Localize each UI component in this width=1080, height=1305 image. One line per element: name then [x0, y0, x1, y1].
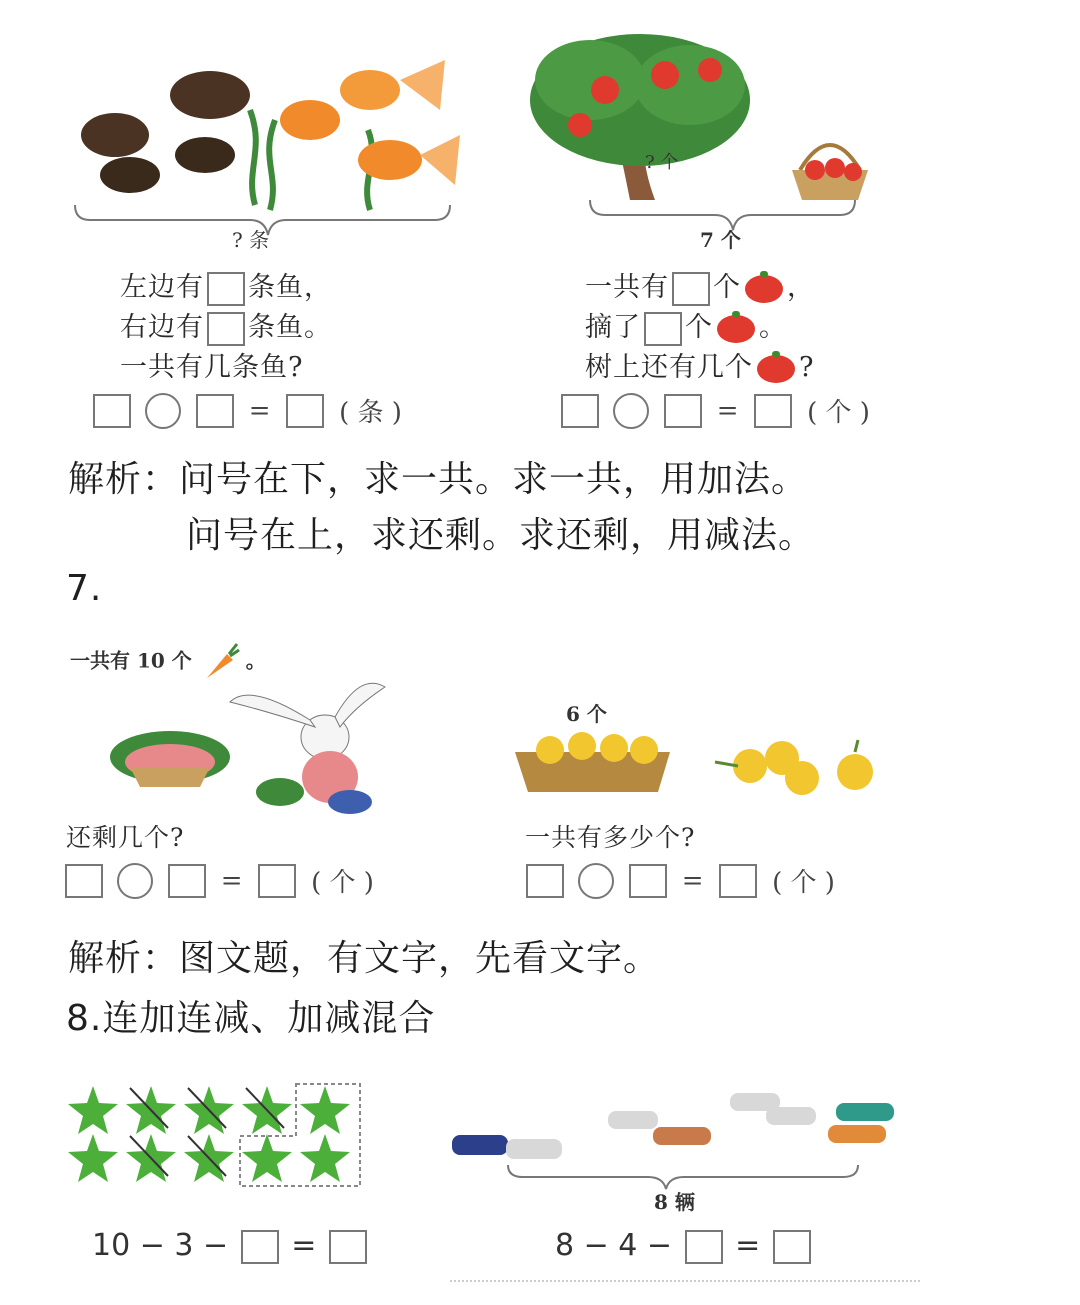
unit-label: ( 个 ): [311, 868, 374, 898]
unit-label: ( 个 ): [807, 398, 870, 428]
fish-right-unit: 条鱼。: [248, 312, 332, 343]
answer-box[interactable]: [196, 394, 234, 428]
apple-equation: [558, 392, 874, 429]
unit-ge: 个: [713, 272, 741, 303]
fish-equation: [90, 392, 406, 429]
fish-caption: ? 条: [232, 228, 270, 252]
answer-box[interactable]: [664, 394, 702, 428]
analysis-6: [68, 452, 815, 564]
answer-box[interactable]: [207, 272, 245, 306]
question-mark: ?: [799, 352, 815, 383]
pear-equation: [523, 862, 839, 899]
equals-sign: =: [291, 1228, 317, 1263]
answer-box[interactable]: [286, 394, 324, 428]
pear-question: 一共有多少个?: [525, 823, 696, 852]
analysis-7: 解析：图文题，有文字，先看文字。: [68, 938, 661, 979]
cars-formula: [555, 1228, 814, 1264]
comma: ，: [787, 272, 815, 303]
analysis-line-1: 问号在下，求一共。求一共，用加法。: [179, 459, 809, 500]
answer-box[interactable]: [685, 1230, 723, 1264]
tomato-icon: [757, 355, 795, 383]
period: 。: [759, 312, 787, 343]
unit-ge: 个: [685, 312, 713, 343]
answer-box[interactable]: [93, 394, 131, 428]
answer-box[interactable]: [65, 864, 103, 898]
fish-left-unit: 条鱼，: [248, 272, 332, 303]
apple-total-caption: 7 个: [700, 228, 741, 252]
apple-tree-illustration: [520, 30, 880, 240]
equals-sign: =: [735, 1228, 761, 1263]
operator-circle[interactable]: [145, 393, 181, 429]
operator-circle[interactable]: [613, 393, 649, 429]
operator-circle[interactable]: [117, 863, 153, 899]
fish-illustration: [70, 40, 470, 240]
carrot-equation: [62, 862, 378, 899]
operator-circle[interactable]: [578, 863, 614, 899]
remaining-question: 树上还有几个: [585, 352, 753, 383]
answer-box[interactable]: [258, 864, 296, 898]
total-label: 一共有: [585, 272, 669, 303]
pear-caption: 6 个: [566, 702, 607, 726]
equals-sign: =: [220, 865, 243, 896]
answer-box[interactable]: [629, 864, 667, 898]
stars-formula: [92, 1228, 370, 1264]
answer-box[interactable]: [672, 272, 710, 306]
carrot-caption-text: 一共有 10 个: [70, 648, 192, 673]
unit-label: ( 个 ): [772, 868, 835, 898]
fish-right-label: 右边有: [120, 312, 204, 343]
carrot-period: 。: [245, 648, 266, 673]
answer-box[interactable]: [561, 394, 599, 428]
analysis-line-2: 问号在上，求还剩。求还剩，用减法。: [186, 515, 816, 556]
answer-box[interactable]: [207, 312, 245, 346]
answer-box[interactable]: [644, 312, 682, 346]
answer-box[interactable]: [719, 864, 757, 898]
apple-problem: [585, 268, 815, 388]
stars-illustration: [68, 1080, 368, 1190]
answer-box[interactable]: [773, 1230, 811, 1264]
equals-sign: =: [681, 865, 704, 896]
formula-text: 8 − 4 −: [555, 1228, 673, 1263]
picked-label: 摘了: [585, 312, 641, 343]
equals-sign: =: [716, 395, 739, 426]
equals-sign: =: [248, 395, 271, 426]
fish-question: 一共有几条鱼?: [120, 352, 304, 383]
apple-tree-caption: ? 个: [645, 152, 679, 173]
answer-box[interactable]: [754, 394, 792, 428]
answer-box[interactable]: [168, 864, 206, 898]
section-8-title: 8.连加连减、加减混合: [66, 998, 436, 1039]
tomato-icon: [745, 275, 783, 303]
analysis-label: 解析：: [68, 459, 180, 500]
fish-left-label: 左边有: [120, 272, 204, 303]
answer-box[interactable]: [329, 1230, 367, 1264]
pears-illustration: [510, 722, 890, 802]
rabbit-carrot-illustration: [100, 672, 400, 832]
bottom-dotted-divider: [450, 1280, 920, 1282]
formula-text: 10 − 3 −: [92, 1228, 229, 1263]
answer-box[interactable]: [241, 1230, 279, 1264]
answer-box[interactable]: [526, 864, 564, 898]
carrot-question: 还剩几个?: [66, 823, 185, 852]
unit-label: ( 条 ): [339, 398, 402, 428]
fish-problem: [120, 268, 332, 388]
section-7-number: 7.: [66, 568, 103, 609]
tomato-icon: [717, 315, 755, 343]
cars-caption: 8 辆: [654, 1190, 695, 1214]
